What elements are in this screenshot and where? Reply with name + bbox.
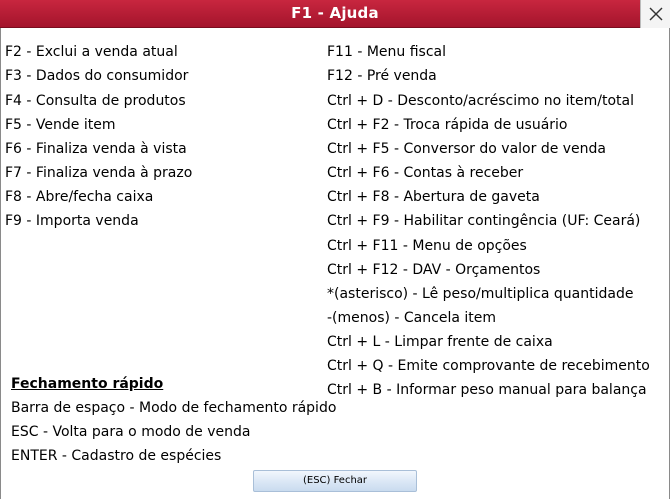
close-button[interactable] (640, 0, 670, 28)
shortcut-f7: F7 - Finaliza venda à prazo (5, 165, 193, 181)
title-bar (0, 0, 670, 28)
shortcut-f8: F8 - Abre/fecha caixa (5, 189, 154, 205)
shortcut-ctrl-b: Ctrl + B - Informar peso manual para balança (327, 382, 647, 398)
shortcut-minus: -(menos) - Cancela item (327, 310, 496, 326)
shortcut-ctrl-f5: Ctrl + F5 - Conversor do valor de venda (327, 141, 607, 157)
shortcut-f9: F9 - Importa venda (5, 213, 139, 229)
shortcut-ctrl-q: Ctrl + Q - Emite comprovante de recebimento (327, 358, 650, 374)
shortcut-ctrl-f12: Ctrl + F12 - DAV - Orçamentos (327, 262, 541, 278)
shortcut-ctrl-f11: Ctrl + F11 - Menu de opções (327, 238, 527, 254)
shortcut-f11: F11 - Menu fiscal (327, 44, 446, 60)
shortcut-ctrl-f8: Ctrl + F8 - Abertura de gaveta (327, 189, 540, 205)
shortcut-ctrl-f9: Ctrl + F9 - Habilitar contingência (UF: Ceará) (327, 213, 641, 229)
shortcut-f5: F5 - Vende item (5, 117, 116, 133)
shortcut-f6: F6 - Finaliza venda à vista (5, 141, 187, 157)
shortcut-ctrl-l: Ctrl + L - Limpar frente de caixa (327, 334, 553, 350)
fechamento-item-esc: ESC - Volta para o modo de venda (11, 424, 251, 440)
shortcut-ctrl-f6: Ctrl + F6 - Contas à receber (327, 165, 524, 181)
window-title: F1 - Ajuda (291, 4, 379, 22)
shortcut-f12: F12 - Pré venda (327, 68, 437, 84)
fechamento-item-enter: ENTER - Cadastro de espécies (11, 448, 222, 464)
shortcut-f4: F4 - Consulta de produtos (5, 93, 186, 109)
shortcut-f2: F2 - Exclui a venda atual (5, 44, 178, 60)
fechamento-item-space: Barra de espaço - Modo de fechamento rápido (11, 400, 337, 416)
shortcut-asterisk: *(asterisco) - Lê peso/multiplica quantidade (327, 286, 634, 302)
shortcut-f3: F3 - Dados do consumidor (5, 68, 189, 84)
shortcut-ctrl-f2: Ctrl + F2 - Troca rápida de usuário (327, 117, 568, 133)
fechamento-title: Fechamento rápido (11, 376, 164, 392)
close-icon (649, 7, 663, 21)
shortcut-ctrl-d: Ctrl + D - Desconto/acréscimo no item/total (327, 93, 634, 109)
close-esc-button[interactable]: (ESC) Fechar (253, 470, 417, 492)
